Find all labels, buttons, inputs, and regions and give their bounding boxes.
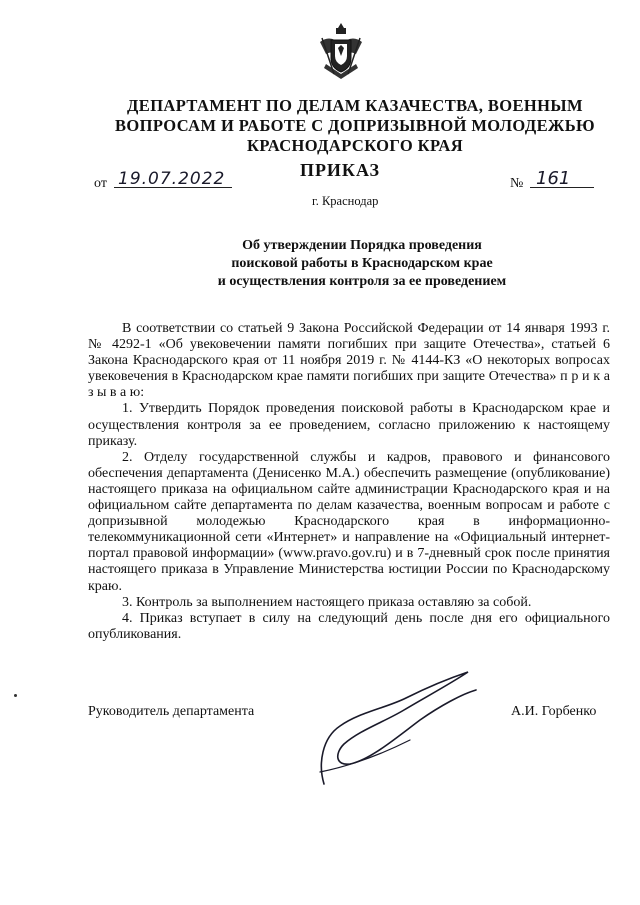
handwritten-date: 19.07.2022: [118, 169, 226, 189]
date-field: [94, 169, 226, 192]
number-field: [510, 168, 571, 192]
department-line: КРАСНОДАРСКОГО КРАЯ: [246, 136, 464, 155]
department-name: [70, 96, 640, 156]
handwritten-number: 161: [536, 168, 571, 189]
date-prefix: от: [94, 176, 107, 191]
city-label: г. Краснодар: [312, 194, 379, 208]
paragraph-item-4: 4. Приказ вступает в силу на следующий день после дня его официального опубликования.: [88, 610, 610, 642]
department-line: ДЕПАРТАМЕНТ ПО ДЕЛАМ КАЗАЧЕСТВА, ВОЕННЫМ: [127, 96, 583, 115]
number-prefix: №: [510, 176, 524, 191]
title-line: и осуществления контроля за ее проведением: [217, 274, 507, 289]
handwritten-signature: [300, 668, 510, 786]
signatory-name: А.И. Горбенко: [511, 704, 597, 719]
document-title: [70, 237, 640, 291]
scan-speck: [14, 694, 17, 697]
paragraph-item-1: 1. Утвердить Порядок проведения поисковой работы в Краснодарском крае и осуществления контроля за ее проведением, согласно приложению к настоящему приказу.: [88, 401, 610, 449]
coat-of-arms-emblem: [318, 22, 364, 80]
title-line: поисковой работы в Краснодарском крае: [231, 256, 493, 271]
document-type: ПРИКАЗ: [299, 160, 381, 180]
paragraph-item-3: 3. Контроль за выполнением настоящего приказа оставляю за собой.: [122, 594, 532, 610]
paragraph-preamble: В соответствии со статьей 9 Закона Российской Федерации от 14 января 1993 г. № 4292-1 «Об увековечении памяти погибших при защите Отечества», статьей 6 Закона Краснодарского края от 11 ноября 2019 г. № 4144-КЗ «О некоторых вопросах увековечения в Краснодарском крае памяти погибших при защите Отечества» п р и к а з ы в а ю:: [88, 321, 610, 401]
paragraph-item-2: 2. Отделу государственной службы и кадров, правового и финансового обеспечения департамента (Денисенко М.А.) обеспечить размещение (опубликование) настоящего приказа на официальном сайте администрации Краснодарского края и на официальном сайте департамента по делам казачества, военным вопросам и работе с допризывной молодежью Краснодарского края в информационно-телекоммуникационной сети «Интернет» и направление на «Официальный интернет-портал правовой информации» (www.pravo.gov.ru) и в 7-дневный срок после принятия настоящего приказа в Управление Министерства юстиции России по Краснодарскому краю.: [88, 449, 610, 594]
document-body: [88, 321, 610, 643]
signatory-position: Руководитель департамента: [88, 704, 255, 719]
title-line: Об утверждении Порядка проведения: [242, 238, 482, 253]
department-line: ВОПРОСАМ И РАБОТЕ С ДОПРИЗЫВНОЙ МОЛОДЕЖЬЮ: [115, 116, 595, 135]
